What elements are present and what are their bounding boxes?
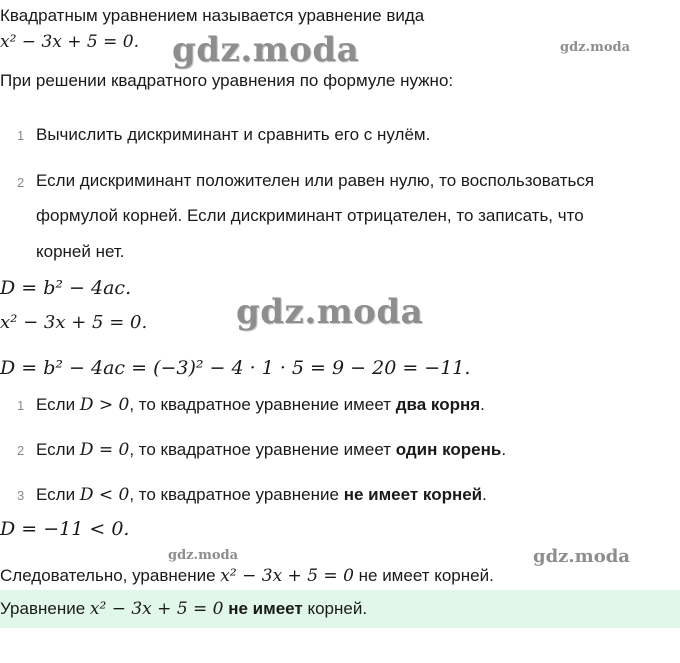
equation-intro: x² − 3x + 5 = 0. xyxy=(0,32,139,52)
step-text: Если дискриминант положителен или равен нулю, то воспользоваться xyxy=(36,171,595,190)
conclusion-text: Следовательно, уравнение x² − 3x + 5 = 0 не имеет корней. xyxy=(0,566,494,586)
step-number: 1 xyxy=(17,128,25,143)
definition-text: Квадратным уравнением называется уравнение вида xyxy=(0,6,425,25)
case-number: 1 xyxy=(17,398,25,413)
step-text: корней нет. xyxy=(36,242,125,261)
discriminant-calculation: D = b² − 4ac = (−3)² − 4 · 1 · 5 = 9 − 20 = −11. xyxy=(0,357,471,379)
method-intro-text: При решении квадратного уравнения по формуле нужно: xyxy=(0,71,454,90)
answer-box xyxy=(0,590,680,628)
case-number: 3 xyxy=(17,488,25,503)
equation-repeat: x² − 3x + 5 = 0. xyxy=(0,312,148,333)
watermark: gdz.moda xyxy=(168,548,239,563)
case-text: Если D = 0, то квадратное уравнение имеет один корень. xyxy=(36,440,507,460)
watermark: gdz.moda xyxy=(236,292,424,332)
case-number: 2 xyxy=(17,443,25,458)
discriminant-formula: D = b² − 4ac. xyxy=(0,277,132,299)
case-text: Если D < 0, то квадратное уравнение не имеет корней. xyxy=(36,485,487,505)
step-text: Вычислить дискриминант и сравнить его с нулём. xyxy=(36,125,431,144)
watermark: gdz.moda xyxy=(172,30,360,70)
watermark: gdz.moda xyxy=(560,40,631,55)
discriminant-result: D = −11 < 0. xyxy=(0,518,130,540)
step-number: 2 xyxy=(17,175,25,190)
watermark: gdz.moda xyxy=(533,546,630,567)
step-text: формулой корней. Если дискриминант отрицателен, то записать, что xyxy=(36,206,584,225)
case-text: Если D > 0, то квадратное уравнение имеет два корня. xyxy=(36,395,485,415)
answer-text: Уравнение x² − 3x + 5 = 0 не имеет корней. xyxy=(0,599,368,619)
